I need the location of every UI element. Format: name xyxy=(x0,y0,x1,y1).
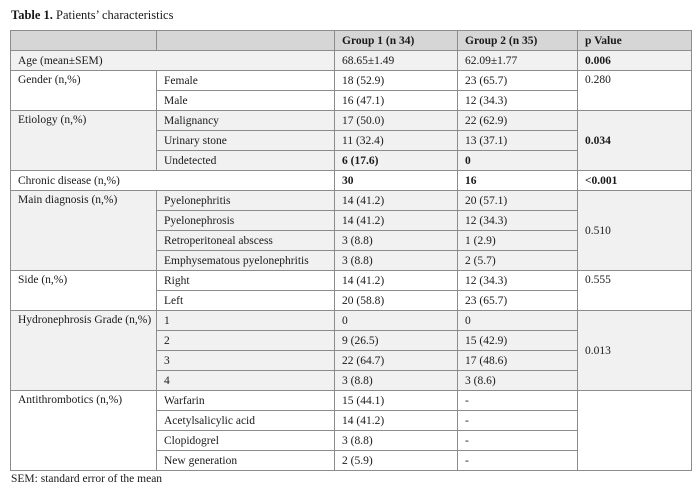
group1-value: 15 (44.1) xyxy=(335,391,458,411)
p-value: 0.013 xyxy=(578,311,692,391)
row-label: Main diagnosis (n,%) xyxy=(11,191,157,271)
table-row-side xyxy=(11,271,692,291)
sub-label: Retroperitoneal abscess xyxy=(157,231,335,251)
table-footnote: SEM: standard error of the mean xyxy=(11,473,163,485)
group1-value: 3 (8.8) xyxy=(335,371,458,391)
group2-value: - xyxy=(458,431,578,451)
group2-value: - xyxy=(458,391,578,411)
table-row-age xyxy=(11,51,692,71)
group2-value: 62.09±1.77 xyxy=(458,51,578,71)
group2-value: 13 (37.1) xyxy=(458,131,578,151)
group1-value: 68.65±1.49 xyxy=(335,51,458,71)
group2-value: 0 xyxy=(458,311,578,331)
group1-value: 0 xyxy=(335,311,458,331)
group1-value: 20 (58.8) xyxy=(335,291,458,311)
group2-value: 22 (62.9) xyxy=(458,111,578,131)
table-row-chronic-disease xyxy=(11,171,692,191)
group1-value: 17 (50.0) xyxy=(335,111,458,131)
row-label: Age (mean±SEM) xyxy=(11,51,335,71)
group2-value: 1 (2.9) xyxy=(458,231,578,251)
sub-label: Pyelonephrosis xyxy=(157,211,335,231)
group1-value: 6 (17.6) xyxy=(335,151,458,171)
row-label: Hydronephrosis Grade (n,%) xyxy=(11,311,157,391)
group1-value: 2 (5.9) xyxy=(335,451,458,471)
sub-label: Right xyxy=(157,271,335,291)
p-value: 0.034 xyxy=(578,111,692,171)
group1-value: 14 (41.2) xyxy=(335,211,458,231)
table-row-main-diagnosis xyxy=(11,191,692,211)
group2-value: 23 (65.7) xyxy=(458,71,578,91)
patients-characteristics-table xyxy=(10,30,692,471)
table-caption-label: Table 1. xyxy=(11,8,53,22)
sub-label: 2 xyxy=(157,331,335,351)
p-value xyxy=(578,391,692,471)
group1-value: 30 xyxy=(335,171,458,191)
p-value: 0.555 xyxy=(578,271,692,311)
group2-value: 16 xyxy=(458,171,578,191)
sub-label: 1 xyxy=(157,311,335,331)
sub-label: Acetylsalicylic acid xyxy=(157,411,335,431)
p-value: 0.006 xyxy=(578,51,692,71)
group1-value: 3 (8.8) xyxy=(335,251,458,271)
p-value: <0.001 xyxy=(578,171,692,191)
p-value: 0.510 xyxy=(578,191,692,271)
group2-value: 23 (65.7) xyxy=(458,291,578,311)
sub-label: Female xyxy=(157,71,335,91)
table-caption xyxy=(11,7,173,23)
sub-label: Pyelonephritis xyxy=(157,191,335,211)
header-row xyxy=(11,31,692,51)
sub-label: Left xyxy=(157,291,335,311)
sub-label: Urinary stone xyxy=(157,131,335,151)
row-label: Antithrombotics (n,%) xyxy=(11,391,157,471)
group1-value: 3 (8.8) xyxy=(335,231,458,251)
row-label: Gender (n,%) xyxy=(11,71,157,111)
group2-value: 12 (34.3) xyxy=(458,271,578,291)
group1-value: 14 (41.2) xyxy=(335,271,458,291)
sub-label: Warfarin xyxy=(157,391,335,411)
group2-value: - xyxy=(458,411,578,431)
group1-value: 14 (41.2) xyxy=(335,411,458,431)
group1-value: 14 (41.2) xyxy=(335,191,458,211)
sub-label: 3 xyxy=(157,351,335,371)
header-cell xyxy=(11,31,157,51)
table-row-hydronephrosis xyxy=(11,311,692,331)
row-label: Etiology (n,%) xyxy=(11,111,157,171)
sub-label: Male xyxy=(157,91,335,111)
group1-value: 22 (64.7) xyxy=(335,351,458,371)
sub-label: Malignancy xyxy=(157,111,335,131)
sub-label: 4 xyxy=(157,371,335,391)
table-row-etiology xyxy=(11,111,692,131)
group2-value: 2 (5.7) xyxy=(458,251,578,271)
group1-value: 11 (32.4) xyxy=(335,131,458,151)
group2-value: 12 (34.3) xyxy=(458,211,578,231)
sub-label: Clopidogrel xyxy=(157,431,335,451)
group1-value: 9 (26.5) xyxy=(335,331,458,351)
group2-value: 12 (34.3) xyxy=(458,91,578,111)
table-caption-text: Patients’ characteristics xyxy=(56,8,174,22)
header-cell xyxy=(157,31,335,51)
table-row-gender xyxy=(11,71,692,91)
group2-value: 3 (8.6) xyxy=(458,371,578,391)
group1-value: 18 (52.9) xyxy=(335,71,458,91)
sub-label: New generation xyxy=(157,451,335,471)
p-value: 0.280 xyxy=(578,71,692,111)
header-cell-group2: Group 2 (n 35) xyxy=(458,31,578,51)
group2-value: 15 (42.9) xyxy=(458,331,578,351)
sub-label: Emphysematous pyelonephritis xyxy=(157,251,335,271)
row-label: Side (n,%) xyxy=(11,271,157,311)
group1-value: 16 (47.1) xyxy=(335,91,458,111)
group2-value: - xyxy=(458,451,578,471)
group2-value: 20 (57.1) xyxy=(458,191,578,211)
sub-label: Undetected xyxy=(157,151,335,171)
group2-value: 17 (48.6) xyxy=(458,351,578,371)
table-row-antithrombotics xyxy=(11,391,692,411)
header-cell-p-value: p Value xyxy=(578,31,692,51)
group2-value: 0 xyxy=(458,151,578,171)
header-cell-group1: Group 1 (n 34) xyxy=(335,31,458,51)
row-label: Chronic disease (n,%) xyxy=(11,171,335,191)
group1-value: 3 (8.8) xyxy=(335,431,458,451)
